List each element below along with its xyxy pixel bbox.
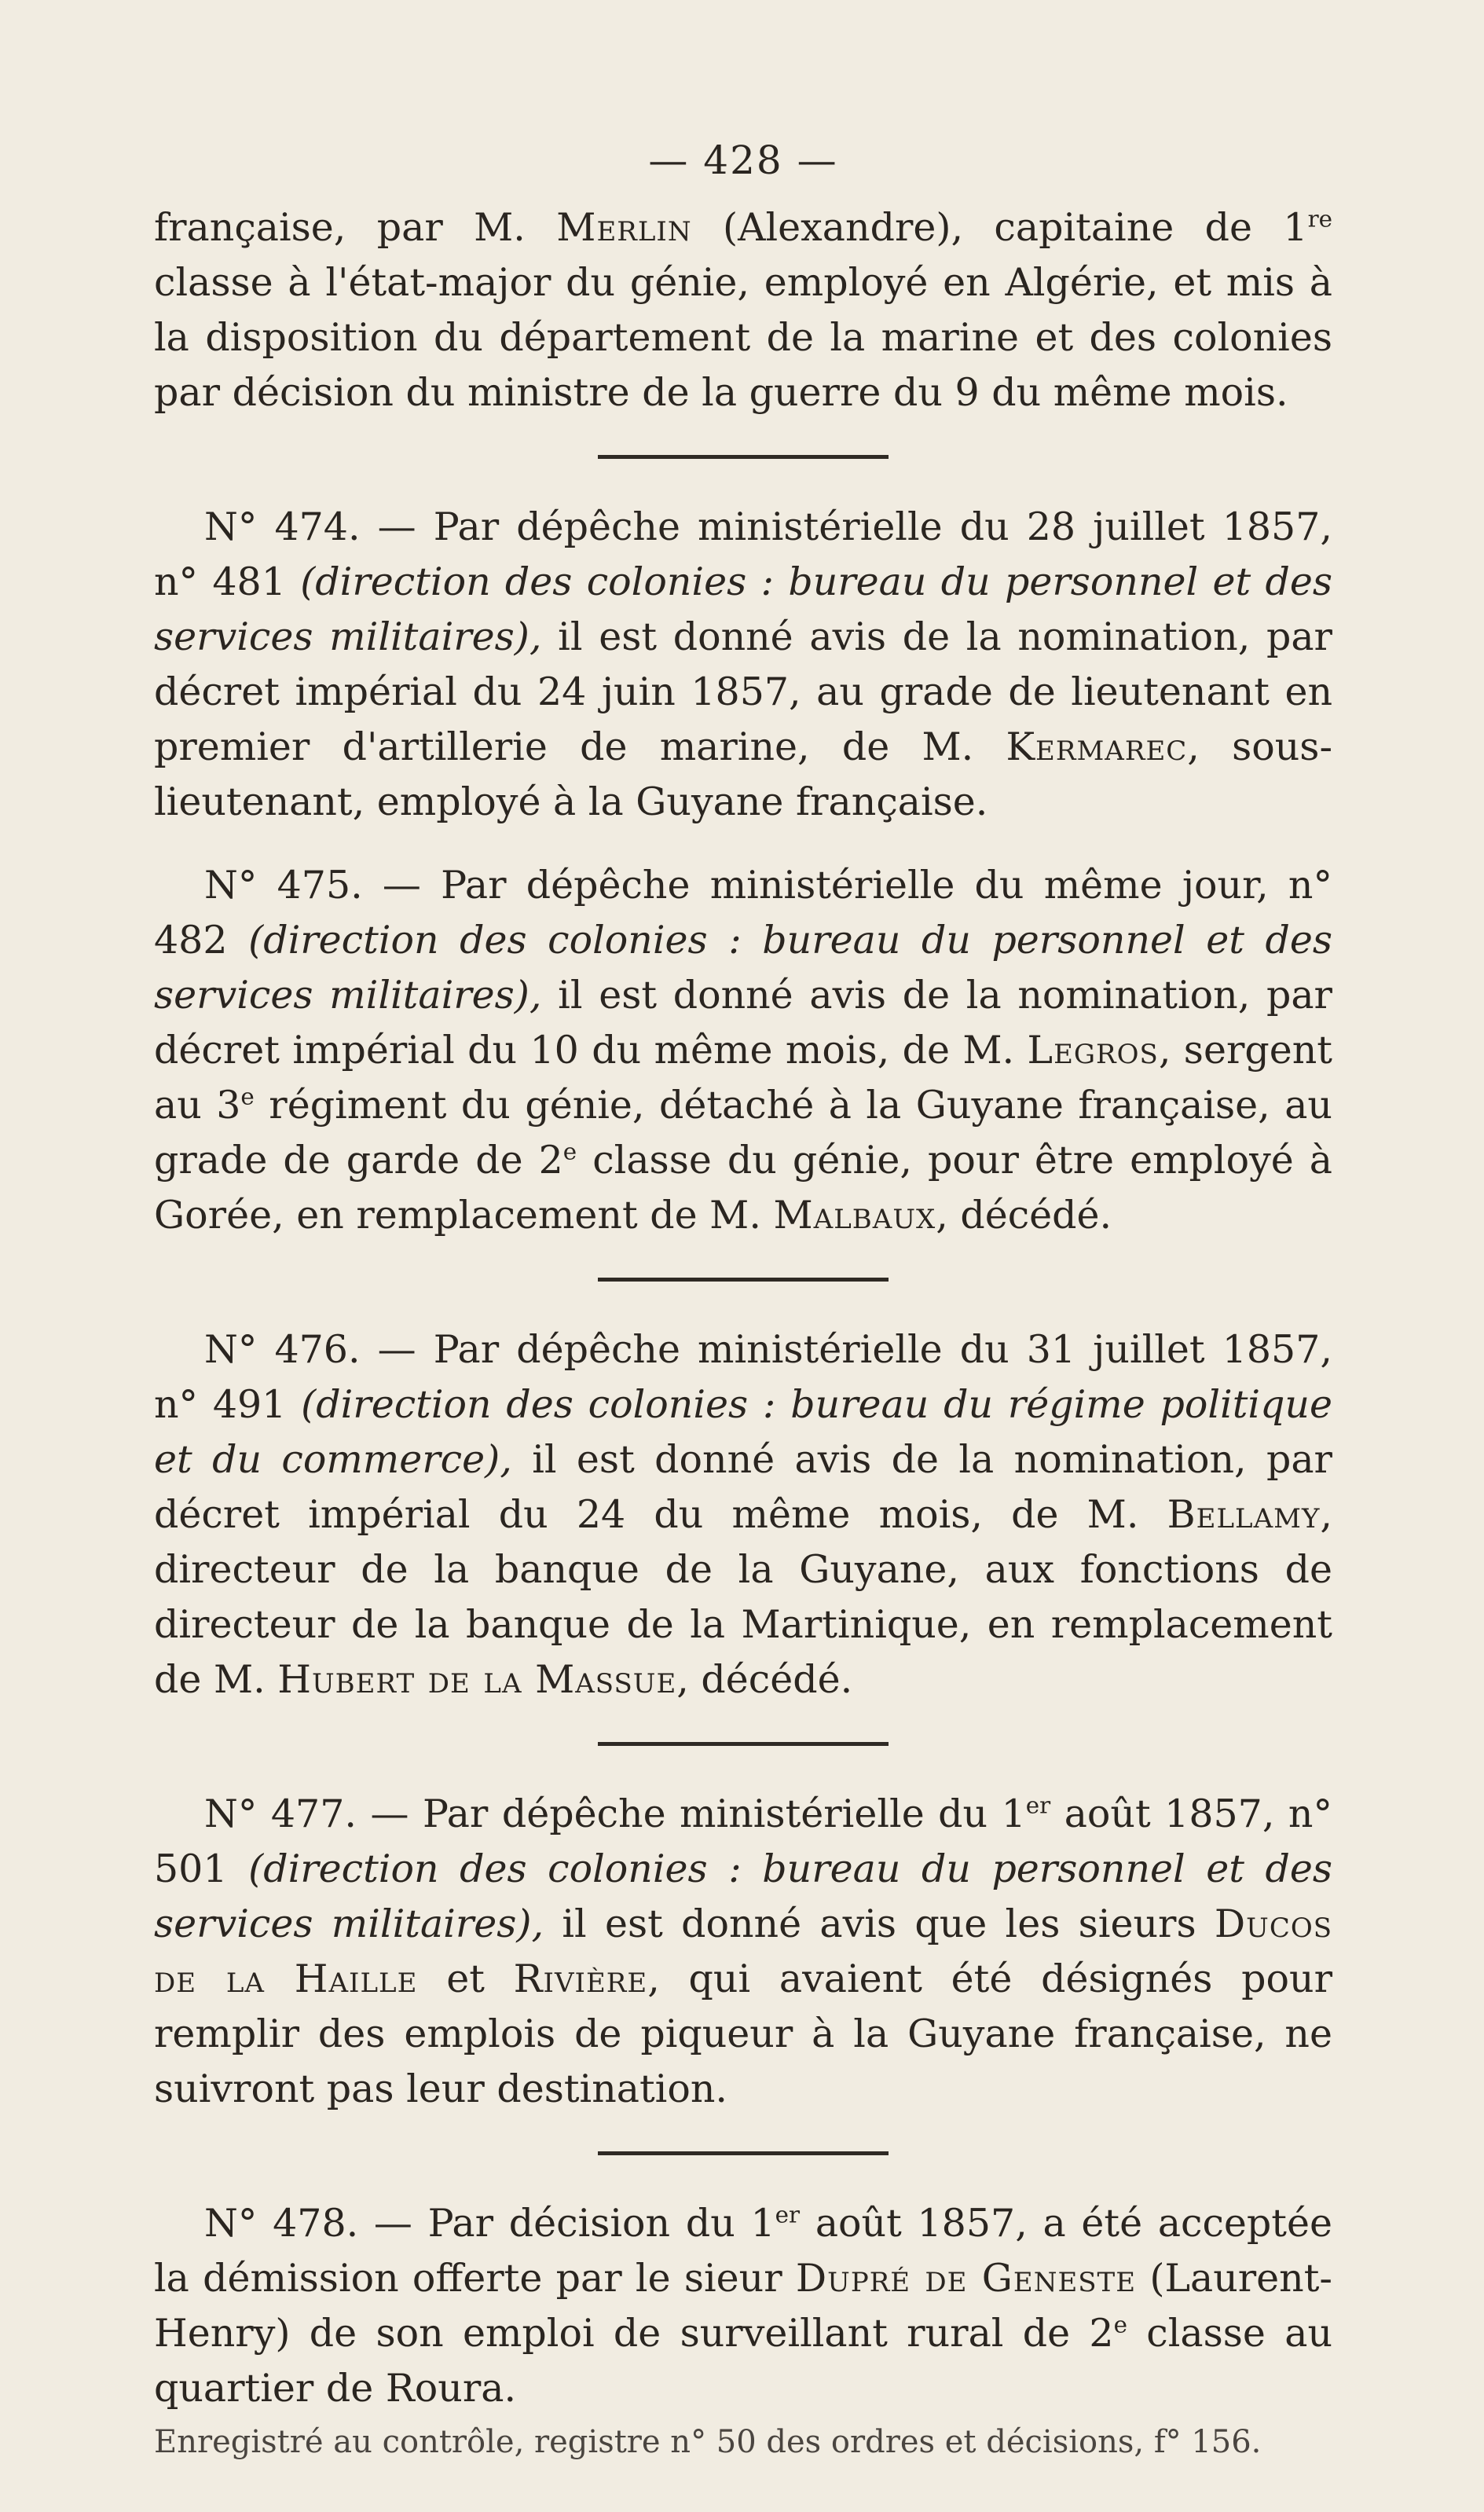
separator-rule xyxy=(598,455,889,459)
person-name: Ducos de la Haille xyxy=(154,1901,1332,2001)
registration-note: Enregistré au contrôle, registre n° 50 des ordres et décisions, f° 156. xyxy=(154,2424,1262,2460)
person-name: Dupré de Geneste xyxy=(795,2256,1137,2301)
separator-rule xyxy=(598,1742,889,1746)
entry-number: N° 477. xyxy=(204,1791,357,1836)
person-name: Kermarec xyxy=(1006,724,1188,769)
entry-478: N° 478. — Par décision du 1er août 1857, a été acceptée la démission offerte par le sieur Dupré de Geneste (Laurent-Henry) de son emploi de surveillant rural de 2e classe au quartier de Roura. xyxy=(154,2201,1332,2411)
person-name: Malbaux xyxy=(773,1193,936,1238)
entry-474: N° 474. — Par dépêche ministérielle du 28 juillet 1857, n° 481 (direction des colonies : bureau du personnel et des services militaires), il est donné avis de la nomination, par décret impérial du 24 juin 1857, au grade de lieutenant en premier d'artillerie de marine, de M. Kermarec, sous-lieutenant, employé à la Guyane française. xyxy=(154,504,1333,824)
entry-476: N° 476. — Par dépêche ministérielle du 31 juillet 1857, n° 491 (direction des colonies : bureau du régime politique et du commerce), il est donné avis de la nomination, par décret impérial du 24 du même mois, de M. Bellamy, directeur de la banque de la Guyane, aux fonctions de directeur de la banque de la Martinique, en remplacement de M. Hubert de la Massue, décédé. xyxy=(154,1327,1332,1702)
person-name: Hubert de la Massue xyxy=(277,1657,677,1702)
person-name: Rivière xyxy=(513,1956,648,2001)
person-name: Merlin xyxy=(556,205,692,250)
person-name: Legros xyxy=(1027,1028,1159,1073)
entry-direction: (direction des colonies : bureau du personnel et des services militaires), xyxy=(154,1846,1332,1946)
entry-direction: (direction des colonies : bureau du personnel et des services militaires), xyxy=(154,559,1332,659)
entry-number: N° 474. xyxy=(204,504,361,549)
page-number: — 428 — xyxy=(648,138,838,183)
entry-direction: (direction des colonies : bureau du régime politique et du commerce), xyxy=(154,1382,1332,1482)
entry-477: N° 477. — Par dépêche ministérielle du 1er août 1857, n° 501 (direction des colonies : bureau du personnel et des services militaires), il est donné avis que les sieurs Ducos de la Haille et Rivière, qui avaient été désignés pour remplir des emplois de piqueur à la Guyane française, ne suivront pas leur destination. xyxy=(154,1791,1332,2111)
entry-number: N° 478. xyxy=(204,2201,359,2246)
entry-475: N° 475. — Par dépêche ministérielle du même jour, n° 482 (direction des colonies : bureau du personnel et des services militaires), il est donné avis de la nomination, par décret impérial du 10 du même mois, de M. Legros, sergent au 3e régiment du génie, détaché à la Guyane française, au grade de garde de 2e classe du génie, pour être employé à Gorée, en remplacement de M. Malbaux, décédé. xyxy=(154,863,1332,1238)
separator-rule xyxy=(598,2151,889,2155)
separator-rule xyxy=(598,1278,889,1282)
person-name: Bellamy xyxy=(1167,1492,1321,1537)
document-page xyxy=(154,138,1332,2465)
intro-paragraph: française, par M. Merlin (Alexandre), capitaine de 1re classe à l'état-major du génie, employé en Algérie, et mis à la disposition du département de la marine et des colonies par décision du ministre de la guerre du 9 du même mois. xyxy=(154,205,1333,415)
paragraph-gap xyxy=(154,830,1332,858)
entry-number: N° 476. xyxy=(204,1327,361,1372)
entry-direction: (direction des colonies : bureau du personnel et des services militaires), xyxy=(154,918,1332,1018)
entry-number: N° 475. xyxy=(204,863,363,908)
